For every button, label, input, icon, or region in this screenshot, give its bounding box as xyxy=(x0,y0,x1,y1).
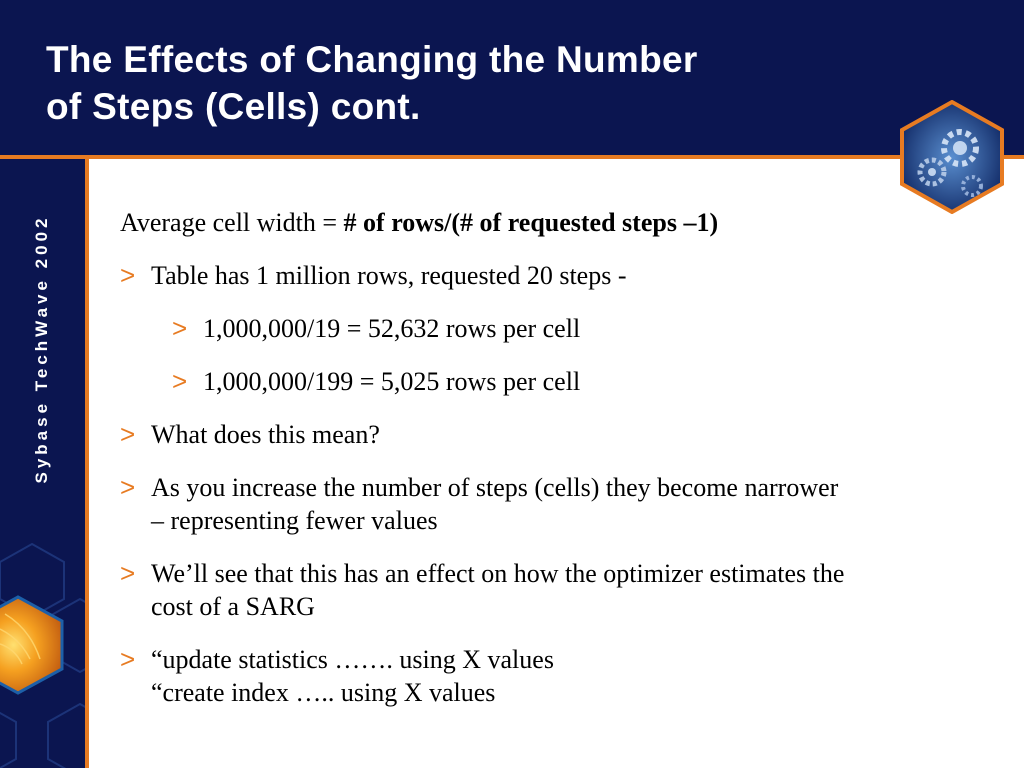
slide-body xyxy=(120,206,1000,729)
bullet-text-line-2: “create index ….. using X values xyxy=(151,678,496,707)
intro-prefix: Average cell width = xyxy=(120,208,344,237)
bullet-item xyxy=(120,643,1000,709)
sidebar-accent-line xyxy=(85,159,89,768)
title-line-1: The Effects of Changing the Number xyxy=(46,39,698,80)
bullet-marker-icon: > xyxy=(120,644,136,674)
slide-title xyxy=(46,36,866,130)
bullet-text: Table has 1 million rows, requested 20 steps - xyxy=(151,261,627,290)
bullet-marker-icon: > xyxy=(120,260,136,290)
gear-logo-icon xyxy=(900,100,1004,214)
left-sidebar xyxy=(0,159,85,768)
bullet-text: 1,000,000/19 = 52,632 rows per cell xyxy=(203,314,581,343)
sub-bullet-item xyxy=(172,365,1000,398)
bullet-item xyxy=(120,259,1000,292)
bullet-text: 1,000,000/199 = 5,025 rows per cell xyxy=(203,367,581,396)
bullet-item xyxy=(120,557,1000,623)
bullet-marker-icon: > xyxy=(120,419,136,449)
bullet-marker-icon: > xyxy=(120,472,136,502)
bullet-text-line-1: We’ll see that this has an effect on how the optimizer estimates the xyxy=(151,559,845,588)
bullet-item xyxy=(120,418,1000,451)
bullet-marker-icon: > xyxy=(172,366,188,396)
bullet-text-line-1: As you increase the number of steps (cells) they become narrower xyxy=(151,473,839,502)
bullet-text-line-2: cost of a SARG xyxy=(151,592,315,621)
bullet-text-line-1: “update statistics ……. using X values xyxy=(151,645,554,674)
intro-formula: # of rows/(# of requested steps –1) xyxy=(343,208,719,237)
bullet-text: What does this mean? xyxy=(151,420,380,449)
sidebar-vertical-text: Sybase TechWave 2002 xyxy=(32,214,51,484)
bullet-marker-icon: > xyxy=(120,558,136,588)
bullet-marker-icon: > xyxy=(172,313,188,343)
title-line-2: of Steps (Cells) cont. xyxy=(46,86,421,127)
intro-line xyxy=(120,206,1000,239)
bullet-text-line-2: – representing fewer values xyxy=(151,506,438,535)
header-accent-line xyxy=(0,155,1024,159)
bullet-item xyxy=(120,471,1000,537)
sub-bullet-item xyxy=(172,312,1000,345)
